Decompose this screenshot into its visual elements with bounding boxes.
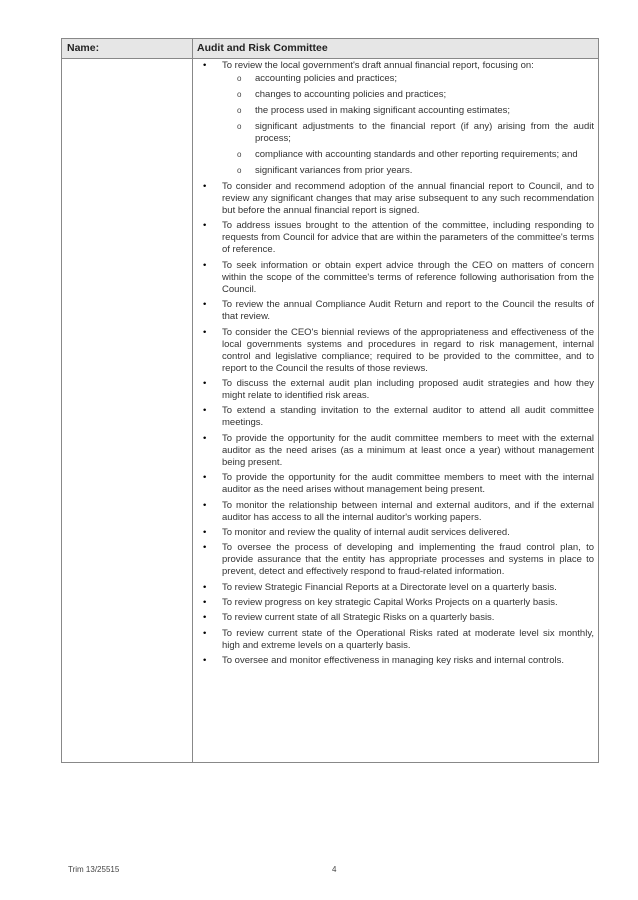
header-name-label: Name:	[67, 42, 100, 54]
list-item: • To provide the opportunity for the audit committee members to meet with the internal auditor as the need arises without management being present.	[197, 472, 594, 496]
list-item: • To monitor the relationship between internal and external auditors, and if the external auditor has access to all the internal auditor's working papers.	[197, 500, 594, 524]
column-divider	[192, 39, 193, 762]
footer-page-number: 4	[332, 865, 337, 874]
list-item	[197, 60, 594, 177]
sub-list-item: o the process used in making significant accounting estimates;	[222, 105, 594, 117]
list-item: • To extend a standing invitation to the external auditor to attend all audit committee meetings.	[197, 405, 594, 429]
table-header-row	[62, 39, 598, 59]
list-item: • To oversee and monitor effectiveness in managing key risks and internal controls.	[197, 655, 594, 667]
list-item: • To review current state of all Strategic Risks on a quarterly basis.	[197, 612, 594, 624]
sub-list	[222, 73, 594, 177]
list-item: • To monitor and review the quality of internal audit services delivered.	[197, 527, 594, 539]
sub-list-item: o significant variances from prior years.	[222, 165, 594, 177]
responsibilities-list	[197, 60, 594, 667]
header-committee-title: Audit and Risk Committee	[197, 42, 328, 54]
list-item: • To review progress on key strategic Capital Works Projects on a quarterly basis.	[197, 597, 594, 609]
sub-list-item: o significant adjustments to the financial report (if any) arising from the audit process;	[222, 121, 594, 145]
list-item: • To review the annual Compliance Audit Return and report to the Council the results of that review.	[197, 299, 594, 323]
committee-table	[61, 38, 599, 763]
list-item: • To consider the CEO's biennial reviews of the appropriateness and effectiveness of the local governments systems and procedures in regard to risk management, internal control and legislative compliance; required to be provided to the committee, and to report to the Council the results of those reviews.	[197, 327, 594, 375]
sub-list-item: o compliance with accounting standards and other reporting requirements; and	[222, 149, 594, 161]
responsibilities-cell	[197, 60, 594, 671]
list-item: • To oversee the process of developing and implementing the fraud control plan, to provide assurance that the entity has appropriate processes and systems in place to prevent, detect and effectively respond to fraud-related information.	[197, 542, 594, 578]
sub-list-item: o changes to accounting policies and practices;	[222, 89, 594, 101]
list-item: • To review Strategic Financial Reports at a Directorate level on a quarterly basis.	[197, 582, 594, 594]
list-item: • To seek information or obtain expert advice through the CEO on matters of concern within the scope of the committee's terms of reference following authorisation from the Council.	[197, 260, 594, 296]
sub-list-item: o accounting policies and practices;	[222, 73, 594, 85]
footer-trim-reference: Trim 13/25515	[68, 865, 120, 874]
list-item: • To consider and recommend adoption of the annual financial report to Council, and to review any significant changes that may arise subsequent to any such recommendation but before the annual financial report is signed.	[197, 181, 594, 217]
list-item-text: To review the local government's draft annual financial report, focusing on:	[222, 60, 534, 71]
list-item: • To discuss the external audit plan including proposed audit strategies and how they might relate to identified risk areas.	[197, 378, 594, 402]
list-item: • To review current state of the Operational Risks rated at moderate level six monthly, high and extreme levels on a quarterly basis.	[197, 628, 594, 652]
list-item: • To provide the opportunity for the audit committee members to meet with the external auditor as the need arises (as a minimum at least once a year) without management being present.	[197, 433, 594, 469]
list-item: • To address issues brought to the attention of the committee, including responding to requests from Council for advice that are within the parameters of the committee's terms of reference.	[197, 220, 594, 256]
